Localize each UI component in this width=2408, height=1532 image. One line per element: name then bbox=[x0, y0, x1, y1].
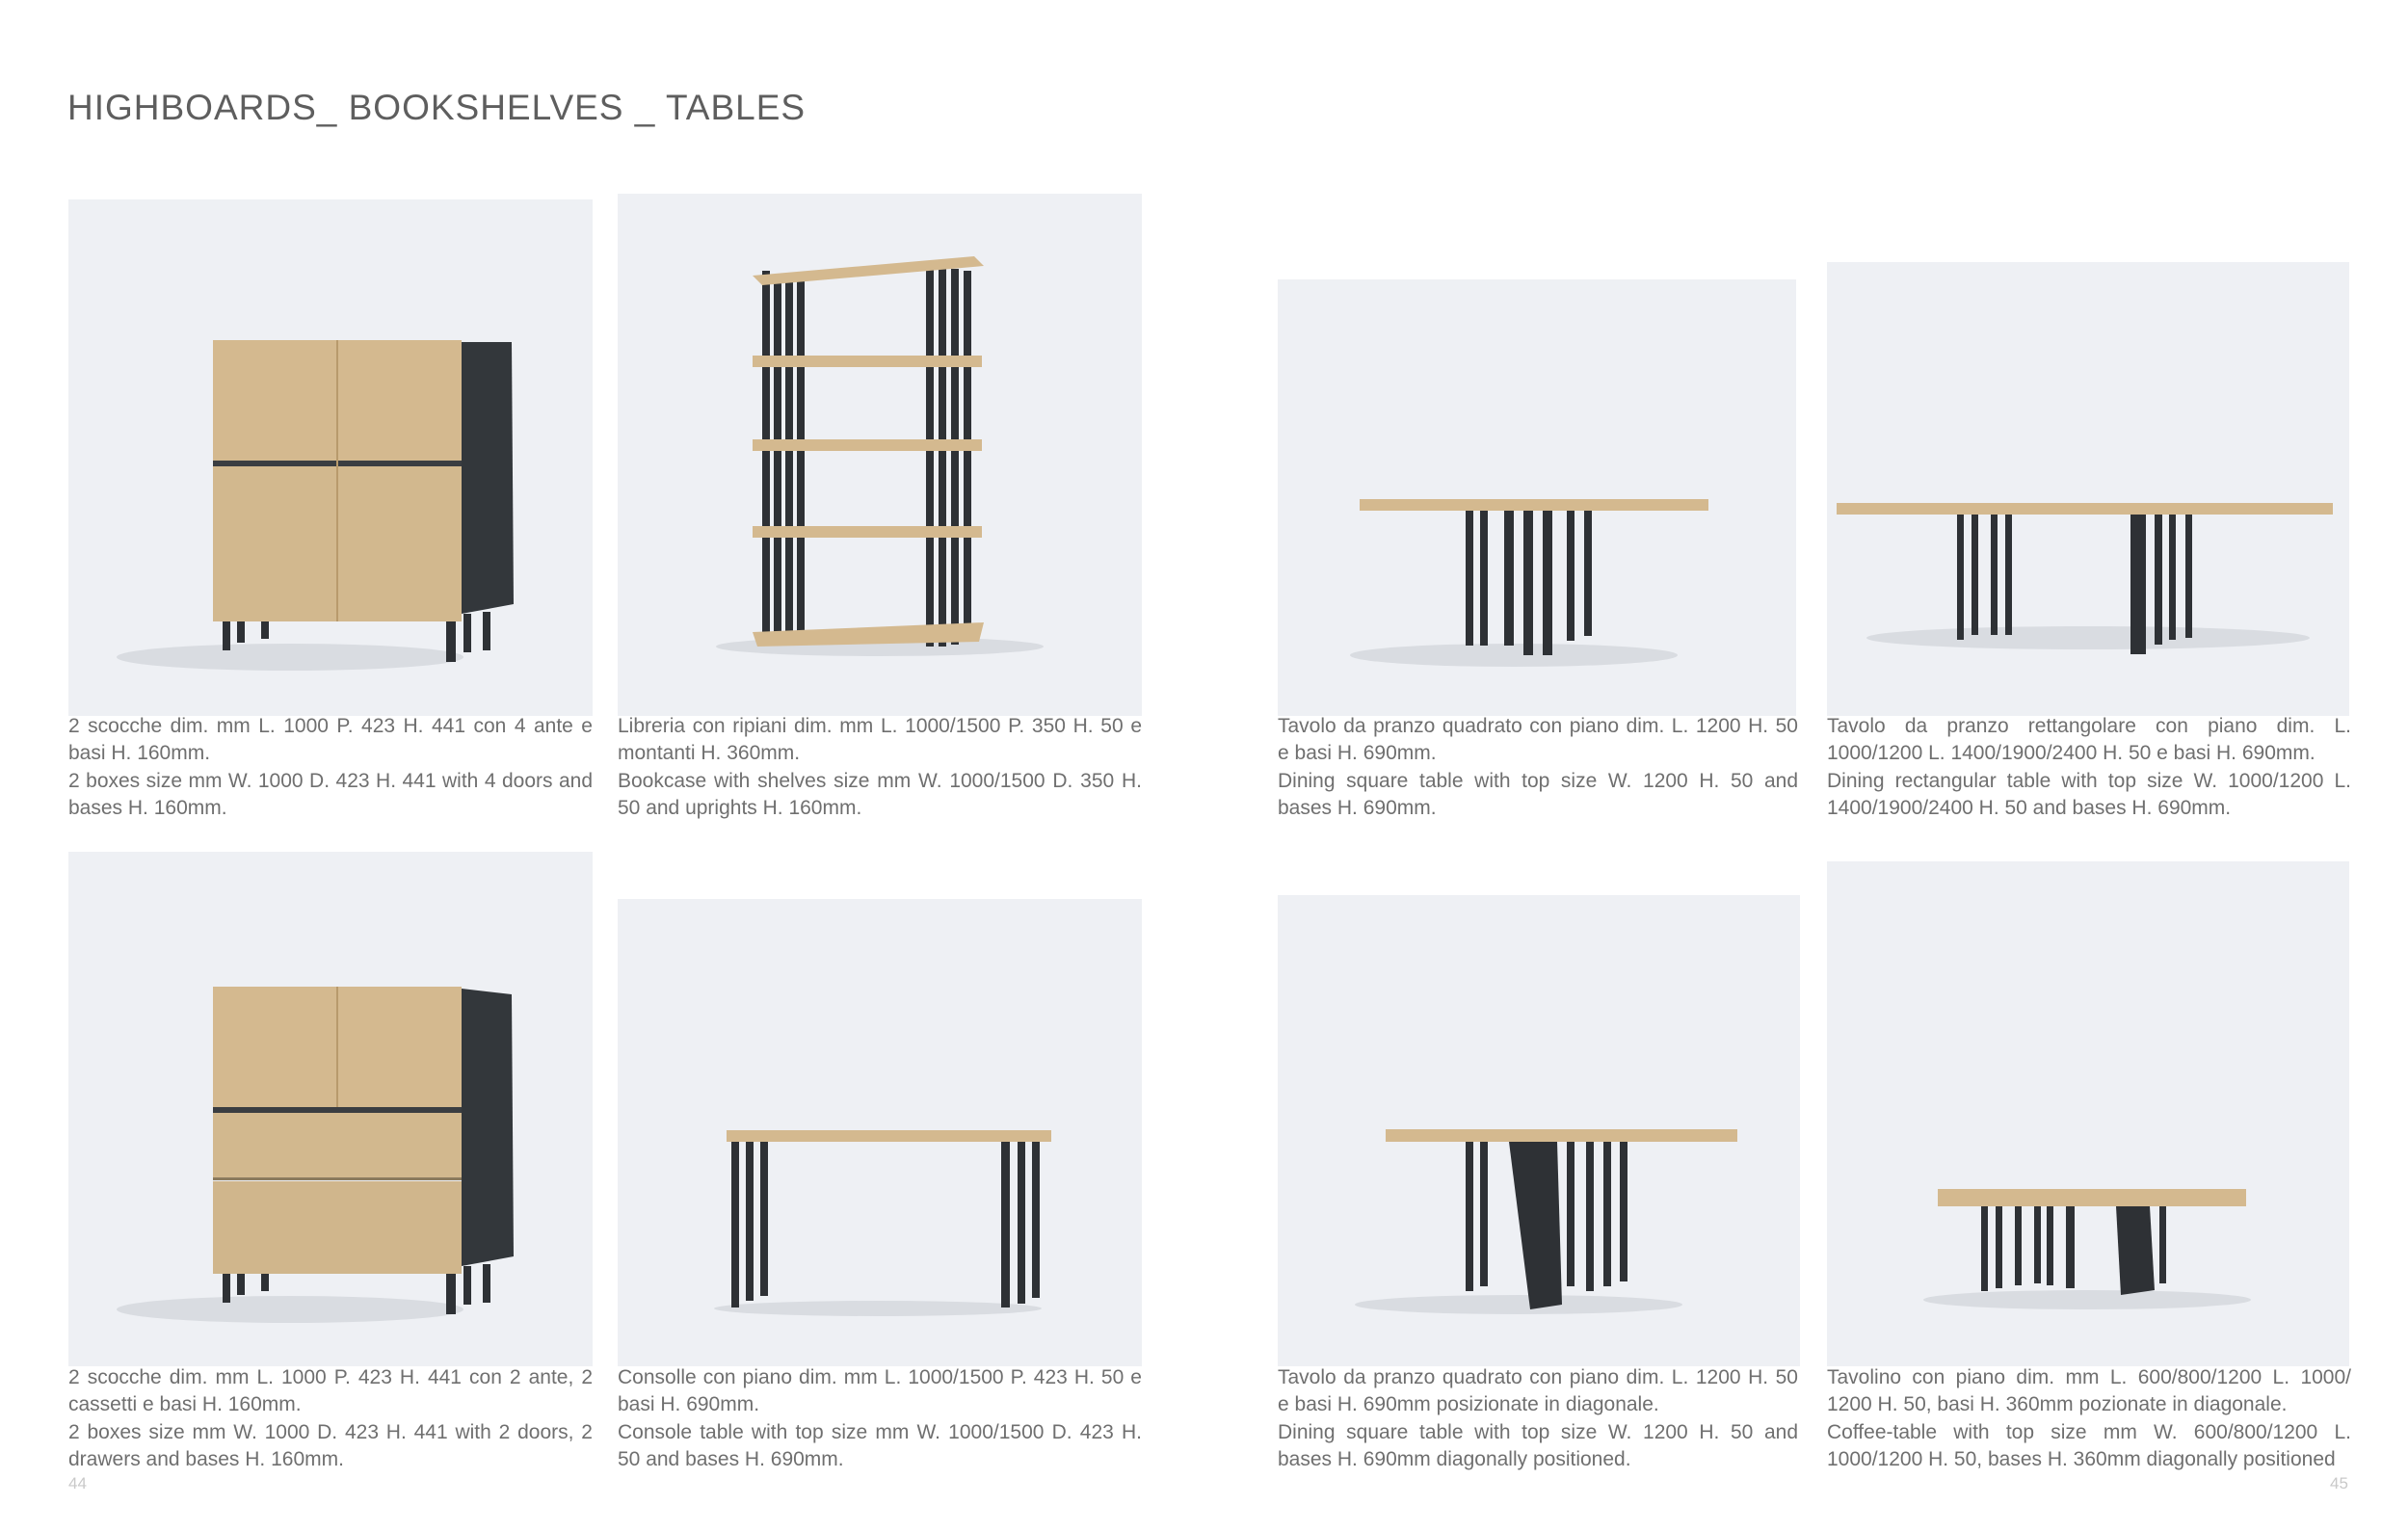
caption-english: Coffee-table with top size mm W. 600/800/1200 L. 1000/1200 H. 50, bases H. 360mm diagonally positioned bbox=[1827, 1420, 2351, 1470]
highboard-drawers-caption bbox=[68, 1364, 593, 1473]
page-title: HIGHBOARDS_ BOOKSHELVES _ TABLES bbox=[67, 87, 807, 127]
bookcase-caption bbox=[618, 713, 1142, 822]
highboard-4-doors-caption bbox=[68, 713, 593, 822]
caption-italian: Tavolo da pranzo rettangolare con piano dim. L. 1000/1200 L. 1400/1900/2400 H. 50 e basi H. 690mm. bbox=[1827, 715, 2351, 765]
caption-english: Bookcase with shelves size mm W. 1000/1500 D. 350 H. 50 and uprights H. 160mm. bbox=[618, 769, 1142, 819]
bookcase-icon bbox=[618, 194, 1142, 716]
console-table-caption bbox=[618, 1364, 1142, 1473]
square-table-caption bbox=[1278, 713, 1798, 822]
coffee-table-caption bbox=[1827, 1364, 2351, 1473]
highboard-4-doors-icon bbox=[68, 199, 593, 716]
caption-italian: 2 scocche dim. mm L. 1000 P. 423 H. 441 con 4 ante e basi H. 160mm. bbox=[68, 715, 593, 765]
rectangular-table-caption bbox=[1827, 713, 2351, 822]
caption-english: Dining square table with top size W. 1200 H. 50 and bases H. 690mm. bbox=[1278, 769, 1798, 819]
bookcase-image bbox=[618, 194, 1142, 716]
caption-english: Console table with top size mm W. 1000/1500 D. 423 H. 50 and bases H. 690mm. bbox=[618, 1420, 1142, 1470]
caption-english: Dining square table with top size W. 1200 H. 50 and bases H. 690mm diagonally positioned. bbox=[1278, 1420, 1798, 1470]
rectangular-table-image bbox=[1827, 262, 2349, 716]
left-page-number: 44 bbox=[68, 1474, 87, 1492]
highboard-4-doors-image bbox=[68, 199, 593, 716]
caption-italian: 2 scocche dim. mm L. 1000 P. 423 H. 441 con 2 ante, 2 cassetti e basi H. 160mm. bbox=[68, 1366, 593, 1416]
highboard-drawers-image bbox=[68, 852, 593, 1366]
caption-italian: Tavolino con piano dim. mm L. 600/800/1200 L. 1000/ 1200 H. 50, basi H. 360mm pozionate in diagonale. bbox=[1827, 1366, 2351, 1416]
caption-english: Dining rectangular table with top size W. 1000/1200 L. 1400/1900/2400 H. 50 and bases H. 690mm. bbox=[1827, 769, 2351, 819]
console-table-image bbox=[618, 899, 1142, 1366]
caption-italian: Consolle con piano dim. mm L. 1000/1500 P. 423 H. 50 e basi H. 690mm. bbox=[618, 1366, 1142, 1416]
square-table-diagonal-caption bbox=[1278, 1364, 1798, 1473]
square-table-icon bbox=[1278, 279, 1796, 716]
coffee-table-image bbox=[1827, 861, 2349, 1366]
square-table-image bbox=[1278, 279, 1796, 716]
coffee-table-icon bbox=[1827, 861, 2349, 1366]
highboard-drawers-icon bbox=[68, 852, 593, 1366]
rectangular-table-icon bbox=[1827, 262, 2349, 716]
caption-italian: Tavolo da pranzo quadrato con piano dim. L. 1200 H. 50 e basi H. 690mm. bbox=[1278, 715, 1798, 765]
right-page-number: 45 bbox=[2330, 1474, 2348, 1492]
console-table-icon bbox=[618, 899, 1142, 1366]
caption-italian: Tavolo da pranzo quadrato con piano dim. L. 1200 H. 50 e basi H. 690mm posizionate in diagonale. bbox=[1278, 1366, 1798, 1416]
square-table-diagonal-image bbox=[1278, 895, 1800, 1366]
caption-english: 2 boxes size mm W. 1000 D. 423 H. 441 with 4 doors and bases H. 160mm. bbox=[68, 769, 593, 819]
caption-italian: Libreria con ripiani dim. mm L. 1000/1500 P. 350 H. 50 e montanti H. 360mm. bbox=[618, 715, 1142, 765]
square-table-diagonal-icon bbox=[1278, 895, 1800, 1366]
caption-english: 2 boxes size mm W. 1000 D. 423 H. 441 with 2 doors, 2 drawers and bases H. 160mm. bbox=[68, 1420, 593, 1470]
